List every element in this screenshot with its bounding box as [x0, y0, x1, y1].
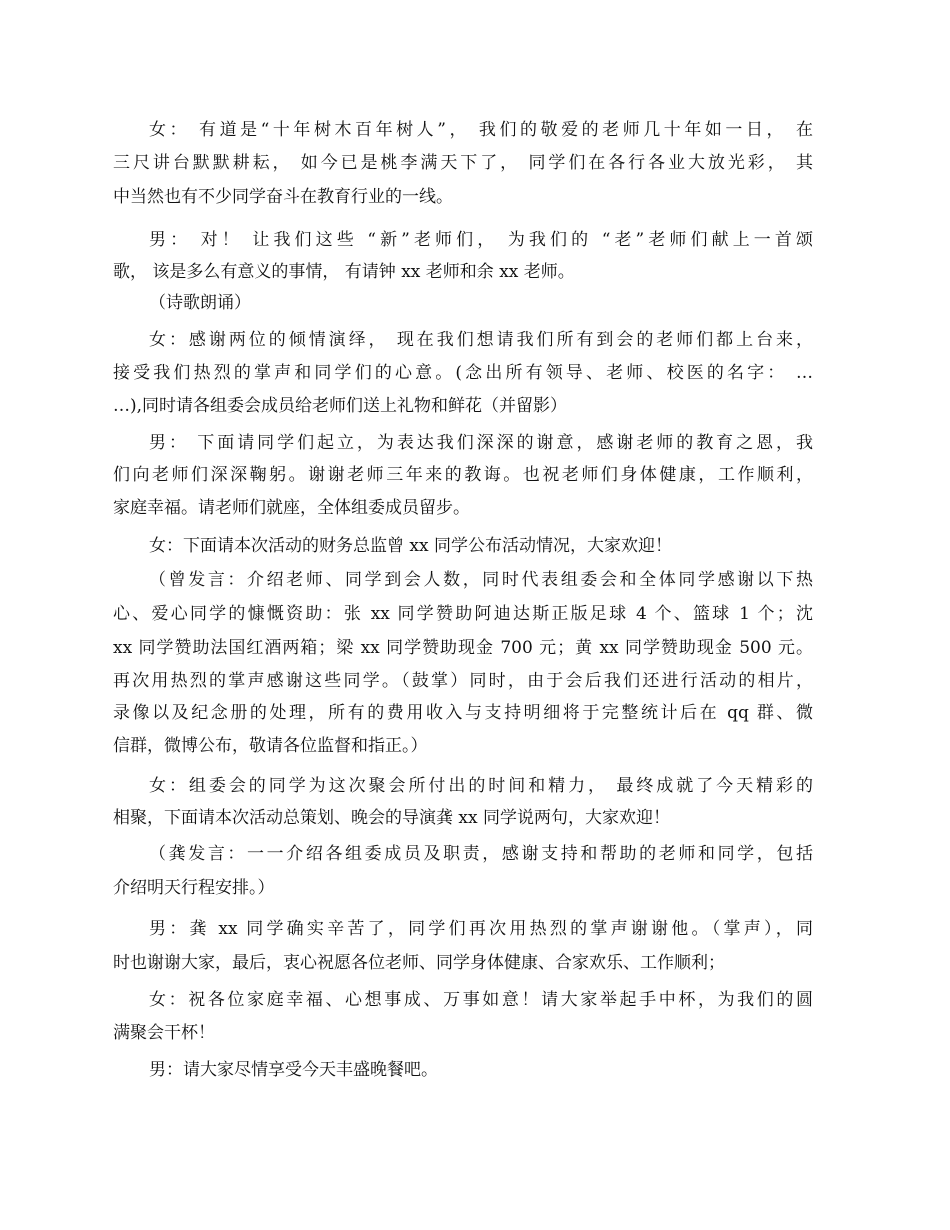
paragraph-line: 歌， 该是多么有意义的事情， 有请钟 xx 老师和余 xx 老师。 — [113, 262, 575, 282]
paragraph-first-line: 男：龚 xx 同学确实辛苦了，同学们再次用热烈的掌声谢谢他。（掌声），同 — [149, 919, 813, 939]
paragraph-first-line: 女： 有道是“十年树木百年树人”， 我们的敬爱的老师几十年如一日， 在 — [149, 120, 813, 140]
paragraph-line: 心、爱心同学的慷慨资助：张 xx 同学赞助阿迪达斯正版足球 4 个、篮球 1 个；沈 — [113, 604, 813, 624]
paragraph-line: 中当然也有不少同学奋斗在教育行业的一线。 — [113, 187, 453, 207]
paragraph-first-line: （曾发言：介绍老师、同学到会人数，同时代表组委会和全体同学感谢以下热 — [149, 570, 813, 590]
paragraph-line: 相聚，下面请本次活动总策划、晚会的导演龚 xx 同学说两句，大家欢迎！ — [113, 808, 670, 828]
paragraph-first-line: 女：祝各位家庭幸福、心想事成、万事如意！请大家举起手中杯，为我们的圆 — [149, 990, 813, 1010]
paragraph-line: 们向老师们深深鞠躬。谢谢老师三年来的教诲。也祝老师们身体健康，工作顺利， — [113, 465, 813, 485]
paragraph-line: 再次用热烈的掌声感谢这些同学。（鼓掌）同时，由于会后我们还进行活动的相片， — [113, 671, 813, 691]
paragraph-line: 介绍明天行程安排。） — [113, 878, 275, 898]
paragraph-line: 接受我们热烈的掌声和同学们的心意。(念出所有领导、老师、校医的名字： … — [113, 363, 813, 383]
paragraph-line: 家庭幸福。请老师们就座，全体组委成员留步。 — [113, 498, 470, 518]
paragraph-first-line: 女：感谢两位的倾情演绎， 现在我们想请我们所有到会的老师们都上台来， — [149, 330, 813, 350]
paragraph-first-line: （诗歌朗诵） — [149, 293, 251, 313]
paragraph-line: 时也谢谢大家，最后，衷心祝愿各位老师、同学身体健康、合家欢乐、工作顺利； — [113, 953, 725, 973]
paragraph-line: 信群，微博公布，敬请各位监督和指正。） — [113, 736, 428, 756]
paragraph-line: …),同时请各组委会成员给老师们送上礼物和鲜花（并留影） — [113, 396, 568, 416]
paragraph-line: 满聚会干杯！ — [113, 1023, 215, 1043]
paragraph-first-line: 男：请大家尽情享受今天丰盛晚餐吧。 — [149, 1060, 438, 1080]
paragraph-first-line: 男： 对！ 让我们这些 “新”老师们， 为我们的 “老”老师们献上一首颂 — [149, 230, 813, 250]
paragraph-first-line: 女：组委会的同学为这次聚会所付出的时间和精力， 最终成就了今天精彩的 — [149, 776, 813, 796]
paragraph-line: 三尺讲台默默耕耘， 如今已是桃李满天下了， 同学们在各行各业大放光彩， 其 — [113, 153, 813, 173]
paragraph-line: xx 同学赞助法国红酒两箱；梁 xx 同学赞助现金 700 元；黄 xx 同学赞助现金 500 元。 — [113, 638, 813, 658]
paragraph-line: 录像以及纪念册的处理，所有的费用收入与支持明细将于完整统计后在 qq 群、微 — [113, 703, 813, 723]
paragraph-first-line: 女：下面请本次活动的财务总监曾 xx 同学公布活动情况，大家欢迎！ — [149, 536, 672, 556]
paragraph-first-line: （龚发言：一一介绍各组委成员及职责，感谢支持和帮助的老师和同学，包括 — [149, 844, 813, 864]
paragraph-first-line: 男： 下面请同学们起立，为表达我们深深的谢意，感谢老师的教育之恩，我 — [149, 433, 813, 453]
